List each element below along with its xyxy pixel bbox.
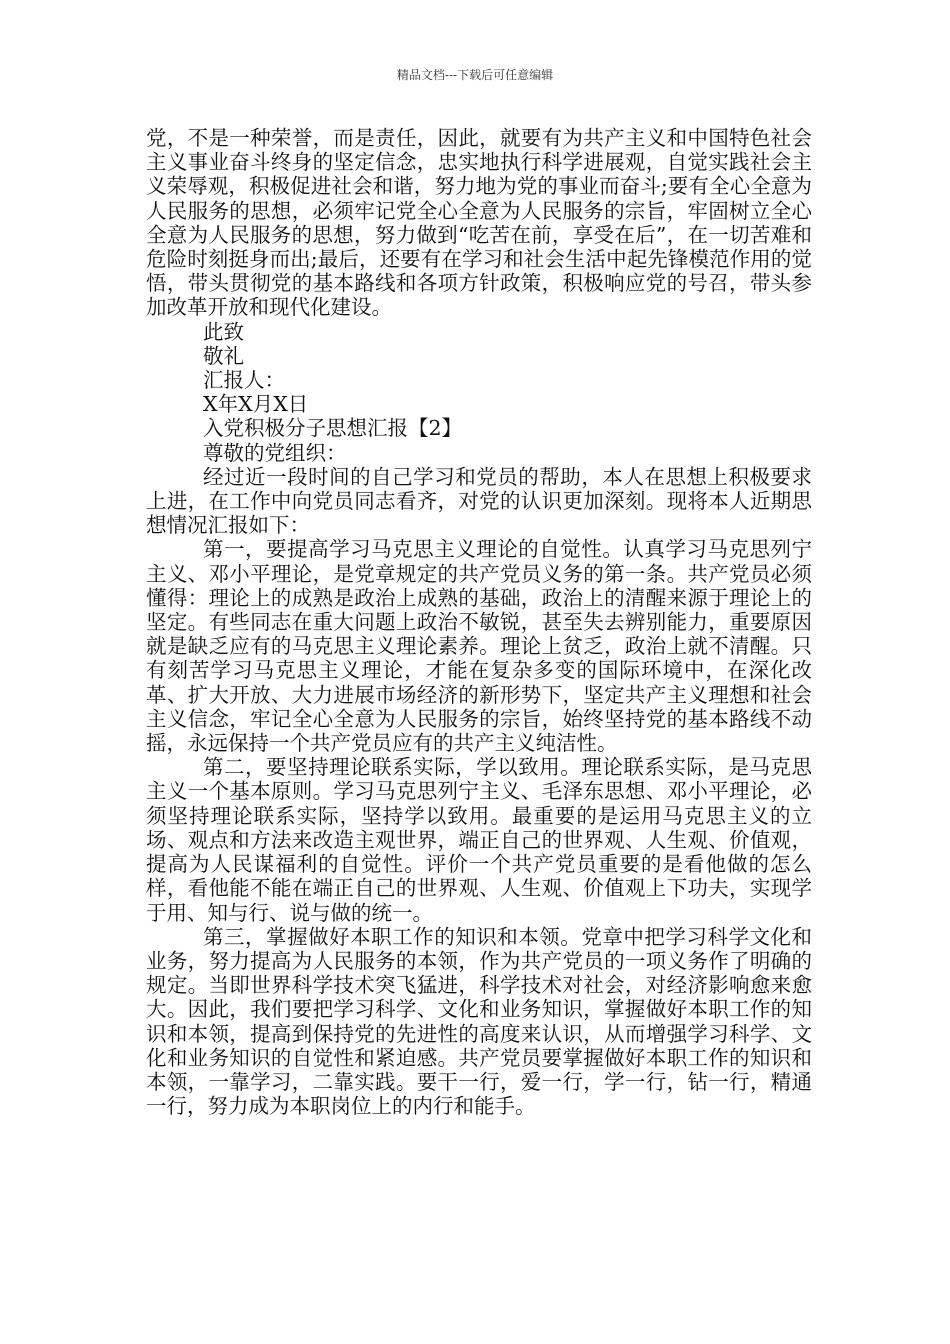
paragraph-second: 第二，要坚持理论联系实际，学以致用。理论联系实际，是马克思主义一个基本原则。学习马克思列宁主义、毛泽东思想、邓小平理论，必须坚持理论联系实际，坚持学以致用。最重要的是运用马克思主义的立场、观点和方法来改造主观世界，端正自己的世界观、人生观、价值观，提高为人民谋福利的自觉性。评价一个共产党员重要的是看他做的怎么样，看他能不能在端正自己的世界观、人生观、价值观上下功夫，实现学于用、知与行、说与做的统一。	[146, 755, 812, 925]
paragraph-third: 第三，掌握做好本职工作的知识和本领。党章中把学习科学文化和业务，努力提高为人民服务的本领，作为共产党员的一项义务作了明确的规定。当即世界科学技术突飞猛进，科学技术对社会，对经济影响愈来愈大。因此，我们要把学习科学、文化和业务知识，掌握做好本职工作的知识和本领，提高到保持党的先进性的高度来认识，从而增强学习科学、文化和业务知识的自觉性和紧迫感。共产党员要掌握做好本职工作的知识和本领，一靠学习，二靠实践。要干一行，爱一行，学一行，钻一行，精通一行，努力成为本职岗位上的内行和能手。	[146, 924, 812, 1119]
date-line: X年X月X日	[203, 392, 309, 417]
paragraph-intro: 经过近一段时间的自己学习和党员的帮助，本人在思想上积极要求上进，在工作中向党员同志看齐，对党的认识更加深刻。现将本人近期思想情况汇报如下：	[146, 464, 812, 538]
paragraph-continued: 党，不是一种荣誉，而是责任，因此，就要有为共产主义和中国特色社会主义事业奋斗终身的坚定信念，忠实地执行科学进展观，自觉实践社会主义荣辱观，积极促进社会和谐，努力地为党的事业而奋斗;要有全心全意为人民服务的思想，必须牢记党全心全意为人民服务的宗旨，牢固树立全心全意为人民服务的思想，努力做到“吃苦在前，享受在后”，在一切苦难和危险时刻挺身而出;最后，还要有在学习和社会生活中起先锋模范作用的觉悟，带头贯彻党的基本路线和各项方针政策，积极响应党的号召，带头参加改革开放和现代化建设。	[146, 126, 812, 320]
greeting-line: 尊敬的党组织：	[203, 440, 347, 465]
closing-salutation: 此致	[203, 319, 244, 344]
document-body	[146, 126, 812, 1118]
reporter-line: 汇报人：	[203, 368, 285, 393]
section-title: 入党积极分子思想汇报【2】	[203, 416, 463, 441]
paragraph-first: 第一，要提高学习马克思主义理论的自觉性。认真学习马克思列宁主义、邓小平理论，是党章规定的共产党员义务的第一条。共产党员必须懂得：理论上的成熟是政治上成熟的基础，政治上的清醒来源于理论上的坚定。有些同志在重大问题上政治不敏锐，甚至失去辨别能力，重要原因就是缺乏应有的马克思主义理论素养。理论上贫乏，政治上就不清醒。只有刻苦学习马克思主义理论，才能在复杂多变的国际环境中，在深化改革、扩大开放、大力进展市场经济的新形势下，坚定共产主义理想和社会主义信念，牢记全心全意为人民服务的宗旨，始终坚持党的基本路线不动摇，永远保持一个共产党员应有的共产主义纯洁性。	[146, 537, 812, 756]
page-header: 精品文档---下载后可任意编辑	[396, 68, 554, 82]
closing-regards: 敬礼	[203, 343, 244, 368]
